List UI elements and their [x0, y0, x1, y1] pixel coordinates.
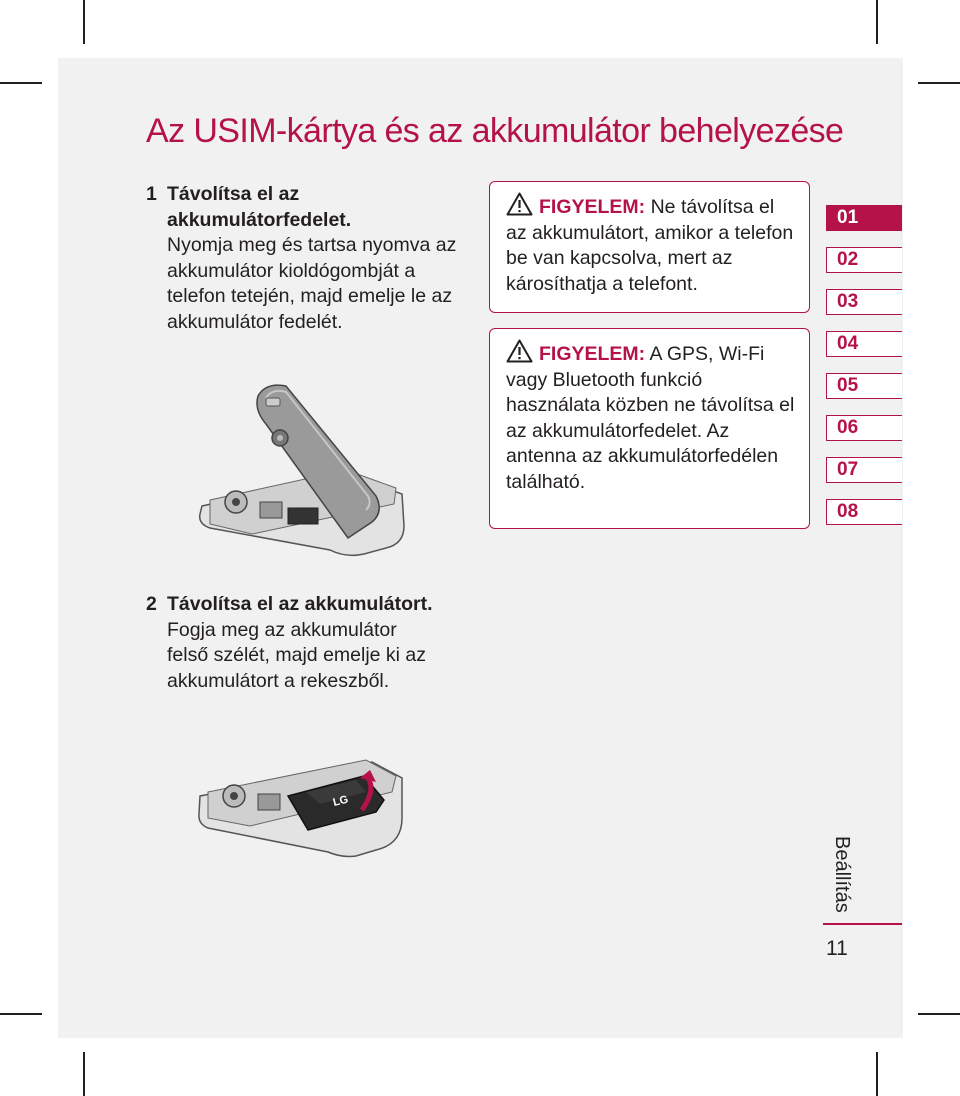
step-number: 1 — [146, 183, 157, 205]
step-body: Nyomja meg és tartsa nyomva az akkumulátor kioldógombját a telefon tetején, majd emelje le az akkumulátor fedelét. — [167, 234, 457, 333]
step-heading: Távolítsa el az akkumulátorfedelet. — [167, 183, 352, 231]
section-label: Beállítás — [831, 836, 853, 913]
step-2 — [146, 592, 486, 694]
tab-03[interactable]: 03 — [826, 289, 902, 315]
step-heading: Távolítsa el az akkumulátort. — [167, 593, 433, 615]
warning-text: A GPS, Wi-Fi vagy Bluetooth funkció használata közben ne távolítsa el az akkumulátorfedelet. Az antenna az akkumulátorfedélen található. — [506, 343, 795, 493]
crop-mark — [0, 1013, 42, 1015]
warning-box — [489, 328, 810, 529]
tab-01[interactable]: 01 — [826, 205, 902, 231]
tab-07[interactable]: 07 — [826, 457, 902, 483]
tab-05[interactable]: 05 — [826, 373, 902, 399]
warning-box — [489, 181, 810, 313]
crop-mark — [0, 82, 42, 84]
page-number: 11 — [826, 937, 848, 960]
warning-triangle-icon — [506, 339, 533, 363]
warning-label: FIGYELEM: — [539, 343, 646, 365]
step-body: Fogja meg az akkumulátor felső szélét, majd emelje ki az akkumulátort a rekeszből. — [167, 618, 427, 692]
step-1 — [146, 182, 486, 335]
tab-02[interactable]: 02 — [826, 247, 902, 273]
warning-label: FIGYELEM: — [539, 196, 646, 218]
crop-mark — [876, 1052, 878, 1096]
battery-removal-illustration — [196, 748, 410, 860]
crop-mark — [918, 82, 960, 84]
page-title: Az USIM-kártya és az akkumulátor behelyezése — [146, 112, 844, 150]
crop-mark — [83, 0, 85, 44]
crop-mark — [918, 1013, 960, 1015]
battery-logo: LG — [331, 793, 350, 809]
chapter-tabs — [826, 205, 902, 541]
tab-06[interactable]: 06 — [826, 415, 902, 441]
phone-cover-removal-illustration — [196, 378, 418, 562]
section-divider — [823, 923, 902, 925]
crop-mark — [83, 1052, 85, 1096]
warning-triangle-icon — [506, 192, 533, 216]
warning-text: Ne távolítsa el az akkumulátort, amikor a telefon be van kapcsolva, mert az károsíthatja a telefont. — [506, 196, 794, 295]
tab-08[interactable]: 08 — [826, 499, 902, 525]
tab-04[interactable]: 04 — [826, 331, 902, 357]
crop-mark — [876, 0, 878, 44]
step-number: 2 — [146, 593, 157, 615]
